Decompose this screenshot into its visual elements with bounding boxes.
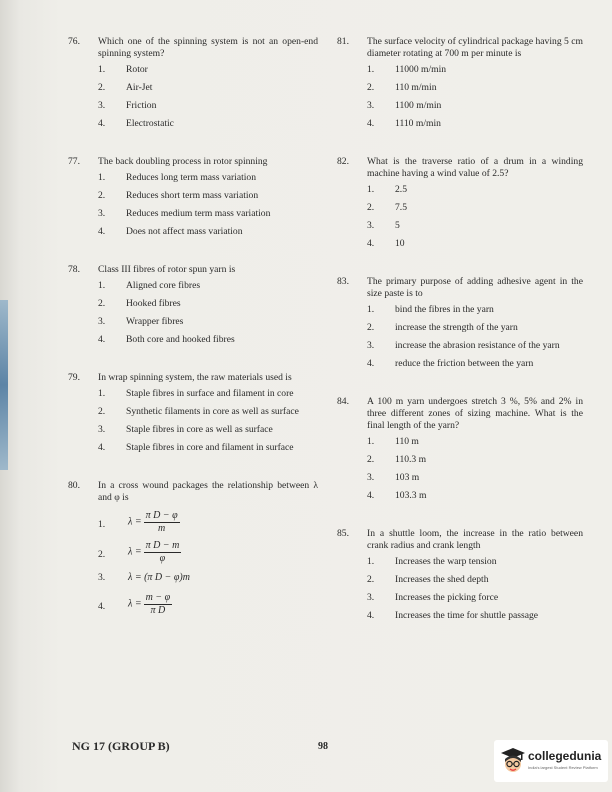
paper-code: NG 17 (GROUP B)	[72, 739, 170, 753]
question-82	[337, 156, 583, 250]
question-number: 77.	[68, 156, 80, 167]
question-77	[68, 156, 318, 238]
question-text: Class III fibres of rotor spun yarn is	[98, 264, 236, 275]
question-text: A 100 m yarn undergoes stretch 3 %, 5% and 2% in three different zones of sizing machine. What is the final length of the yarn?	[367, 396, 583, 431]
option-1: 1. λ = $\frac{\text{π D − φ}}{m}$	[98, 510, 178, 534]
option-4: 4. Increases the time for shuttle passage	[367, 610, 539, 621]
option-3: 3. increase the abrasion resistance of the yarn	[367, 340, 560, 351]
question-78	[68, 264, 318, 346]
question-number: 84.	[337, 396, 349, 407]
option-2: 2. λ = $\frac{\text{π D − m}}{\varphi}$	[98, 540, 180, 564]
question-80	[68, 480, 318, 622]
option-4: 4. λ = $\frac{m - \varphi}{\text{π D}}$	[98, 592, 171, 616]
option-2: 2. 110.3 m	[367, 454, 427, 465]
option-4: 4. 103.3 m	[367, 490, 427, 501]
left-column	[68, 36, 318, 622]
option-2: 2. Hooked fibres	[98, 298, 181, 309]
question-83	[337, 276, 583, 370]
question-76	[68, 36, 318, 130]
option-1: 1. Staple fibres in surface and filament in core	[98, 388, 294, 399]
option-1: 1. Aligned core fibres	[98, 280, 201, 291]
option-1: 1. 2.5	[367, 184, 407, 195]
question-number: 78.	[68, 264, 80, 275]
option-3: 3. Staple fibres in core as well as surface	[98, 424, 273, 435]
option-4: 4. reduce the friction between the yarn	[367, 358, 534, 369]
option-3: 3. Friction	[98, 100, 157, 111]
option-1: 1. 11000 m/min	[367, 64, 447, 75]
question-number: 83.	[337, 276, 349, 287]
option-4: 4. 10	[367, 238, 405, 249]
option-1: 1. bind the fibres in the yarn	[367, 304, 494, 315]
option-2: 2. Air-Jet	[98, 82, 153, 93]
option-4: 4. Does not affect mass variation	[98, 226, 243, 237]
option-3: 3. Increases the picking force	[367, 592, 499, 603]
option-4: 4. 1110 m/min	[367, 118, 441, 129]
question-text: The back doubling process in rotor spinning	[98, 156, 268, 167]
question-number: 76.	[68, 36, 80, 47]
question-85	[337, 528, 583, 622]
option-2: 2. Increases the shed depth	[367, 574, 489, 585]
option-3: 3. 103 m	[367, 472, 420, 483]
option-3: 3. 5	[367, 220, 400, 231]
question-text: The surface velocity of cylindrical package having 5 cm diameter rotating at 700 m per minute is	[367, 36, 583, 59]
question-84	[337, 396, 583, 502]
brand-tagline: India's largest Student Review Platform	[528, 765, 598, 770]
question-81	[337, 36, 583, 130]
question-number: 81.	[337, 36, 349, 47]
option-3: 3. Reduces medium term mass variation	[98, 208, 271, 219]
option-4: 4. Electrostatic	[98, 118, 174, 129]
collegedunia-logo	[494, 740, 608, 782]
question-number: 82.	[337, 156, 349, 167]
question-text: What is the traverse ratio of a drum in a winding machine having a wind value of 2.5?	[367, 156, 583, 179]
question-text: In a cross wound packages the relationship between λ and φ is	[98, 480, 318, 503]
option-4: 4. Both core and hooked fibres	[98, 334, 235, 345]
option-1: 1. Reduces long term mass variation	[98, 172, 257, 183]
question-text: Which one of the spinning system is not an open-end spinning system?	[98, 36, 318, 59]
option-1: 1. Increases the warp tension	[367, 556, 497, 567]
option-1: 1. Rotor	[98, 64, 148, 75]
graduate-mascot-icon	[500, 746, 526, 776]
option-3: 3. Wrapper fibres	[98, 316, 184, 327]
question-text: In a shuttle loom, the increase in the ratio between crank radius and crank length	[367, 528, 583, 551]
option-4: 4. Staple fibres in core and filament in surface	[98, 442, 294, 453]
option-3: 3. λ = (π D − φ)m	[98, 572, 190, 583]
question-79	[68, 372, 318, 454]
option-1: 1. 110 m	[367, 436, 419, 447]
option-2: 2. Synthetic filaments in core as well as surface	[98, 406, 299, 417]
page-number: 98	[318, 741, 328, 752]
option-2: 2. Reduces short term mass variation	[98, 190, 259, 201]
option-2: 2. 110 m/min	[367, 82, 437, 93]
question-number: 79.	[68, 372, 80, 383]
option-2: 2. 7.5	[367, 202, 407, 213]
option-2: 2. increase the strength of the yarn	[367, 322, 518, 333]
binding-stripe	[0, 300, 8, 470]
question-text: In wrap spinning system, the raw materials used is	[98, 372, 292, 383]
right-column	[337, 36, 583, 628]
option-3: 3. 1100 m/min	[367, 100, 442, 111]
question-number: 85.	[337, 528, 349, 539]
question-text: The primary purpose of adding adhesive agent in the size paste is to	[367, 276, 583, 299]
brand-name: collegedunia	[528, 749, 602, 763]
question-number: 80.	[68, 480, 80, 491]
